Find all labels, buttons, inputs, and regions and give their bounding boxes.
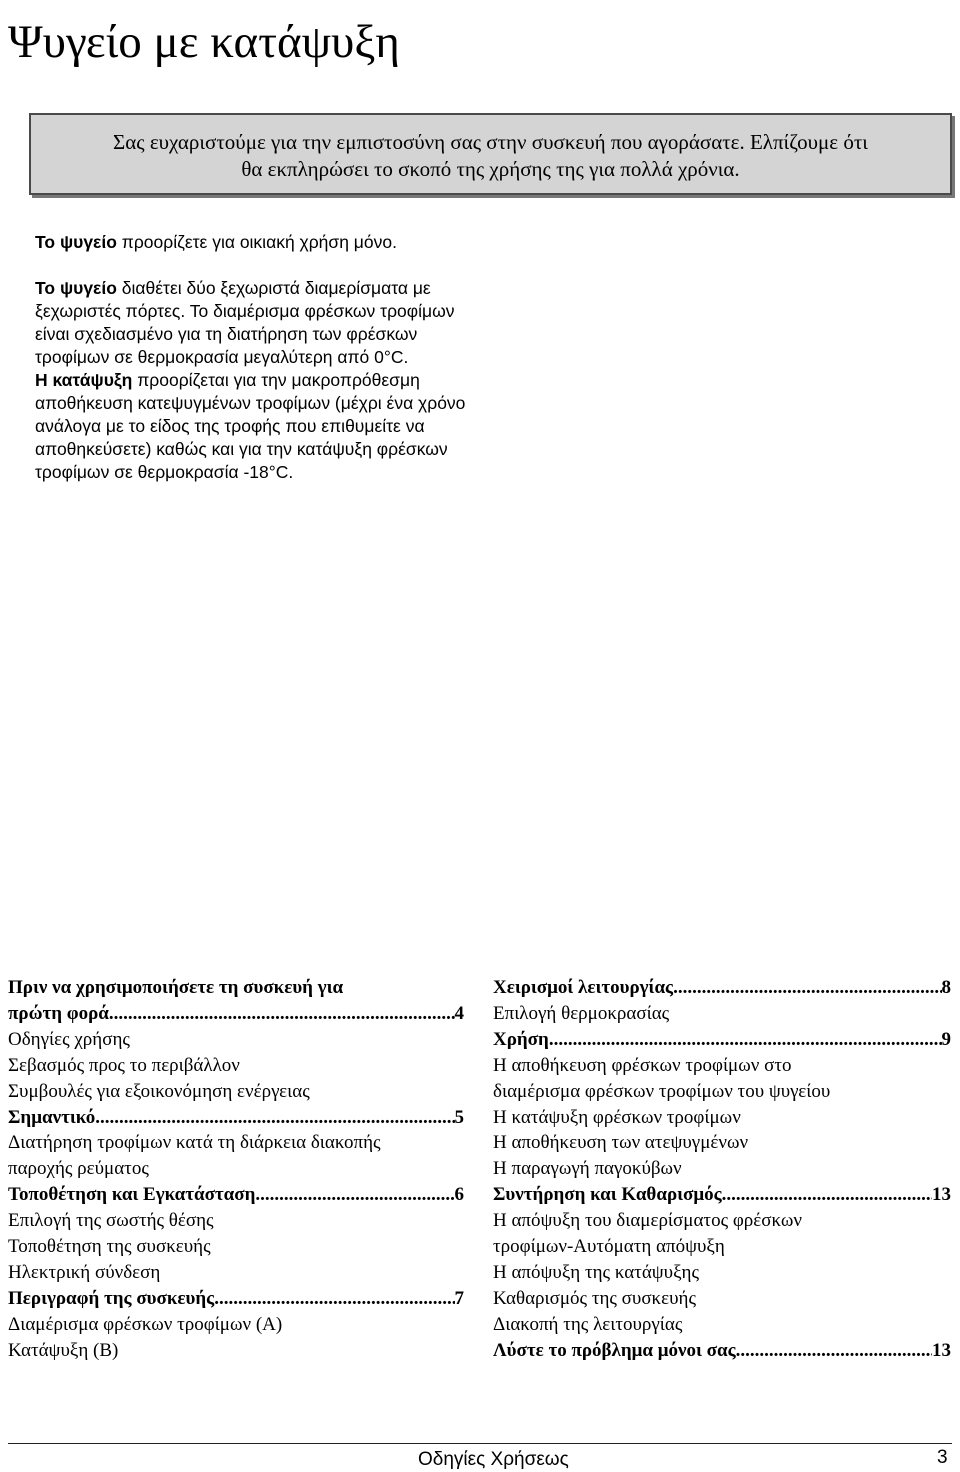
thank-you-banner	[29, 113, 952, 195]
toc-subitem: Επιλογή της σωστής θέσης	[8, 1210, 214, 1232]
page-title: Ψυγείο με κατάψυξη	[8, 16, 400, 68]
toc-page-number: 13	[932, 1339, 951, 1361]
toc-leader	[736, 1338, 932, 1364]
toc-entry[interactable]: Συντήρηση και Καθαρισμός ..... 13	[493, 1182, 951, 1208]
toc-entry[interactable]: Περιγραφή της συσκευής ..... 7	[8, 1286, 464, 1312]
intro-term: Το ψυγείο	[35, 232, 117, 252]
banner-line: θα εκπληρώσει το σκοπό της χρήσης της για πολλά χρόνια.	[241, 157, 740, 181]
intro-text	[35, 231, 485, 484]
toc-subitem: διαμέρισμα φρέσκων τροφίμων του ψυγείου	[493, 1080, 831, 1102]
toc-subitem: Ηλεκτρική σύνδεση	[8, 1261, 161, 1283]
toc-subitem: Καθαρισμός της συσκευής	[493, 1287, 696, 1309]
toc-subitem: Τοποθέτηση της συσκευής	[8, 1236, 211, 1258]
toc-subitem: Συμβουλές για εξοικονόμηση ενέργειας	[8, 1080, 310, 1102]
intro-term: Το ψυγείο	[35, 278, 117, 298]
toc-subitem: Διακοπή της λειτουργίας	[493, 1313, 683, 1335]
toc-subitem: παροχής ρεύματος	[8, 1158, 149, 1180]
toc-subitem: Οδηγίες χρήσης	[8, 1028, 130, 1050]
toc-subitem: Κατάψυξη (B)	[8, 1339, 119, 1361]
toc-subitem: Η αποθήκευση των ατεψυγμένων	[493, 1132, 749, 1154]
intro-term: Η κατάψυξη	[35, 370, 133, 390]
toc-subitem: Διαμέρισμα φρέσκων τροφίμων (A)	[8, 1313, 283, 1335]
toc-entry[interactable]: Χειρισμοί λειτουργίας ..... 8	[493, 975, 951, 1001]
toc-entry[interactable]: πρώτη φορά ..... 4	[8, 1001, 464, 1027]
toc-subitem: Η απόψυξη της κατάψυξης	[493, 1261, 700, 1283]
toc-subitem: Η παραγωγή παγοκύβων	[493, 1158, 682, 1180]
banner-line: Σας ευχαριστούμε για την εμπιστοσύνη σας στην συσκευή που αγοράσατε. Ελπίζουμε ότι	[113, 130, 868, 154]
toc-subitem: Σεβασμός προς το περιβάλλον	[8, 1054, 240, 1076]
toc-left-column	[8, 975, 464, 1364]
toc-entry[interactable]: Σημαντικό ..... 5	[8, 1105, 464, 1131]
toc-right-column	[493, 975, 951, 1364]
toc-entry[interactable]: Λύστε το πρόβλημα μόνοι σας ..... 13	[493, 1338, 951, 1364]
toc-heading: Πριν να χρησιμοποιήσετε τη συσκευή για	[8, 977, 344, 998]
toc-leader	[722, 1182, 932, 1208]
intro-paragraph: Η κατάψυξη προορίζεται για την μακροπρόθεσμη αποθήκευση κατεψυγμένων τροφίμων (μέχρι ένα χρόνο ανάλογα με το είδος της τροφής που επιθυμείτε να αποθηκεύσετε) καθώς και για την κατάψυξη φρέσκων τροφίμων σε θερμοκρασία -18°C.	[35, 370, 466, 482]
intro-paragraph: Το ψυγείο προορίζετε για οικιακή χρήση μόνο.	[35, 232, 397, 252]
toc-page-number: 8	[941, 977, 951, 998]
toc-leader	[214, 1286, 454, 1312]
toc-subitem: Διατήρηση τροφίμων κατά τη διάρκεια διακοπής	[8, 1132, 381, 1154]
intro-paragraph: Το ψυγείο διαθέτει δύο ξεχωριστά διαμερίσματα με ξεχωριστές πόρτες. Το διαμέρισμα φρέσκων τροφίμων είναι σχεδιασμένο για τη διατήρηση των φρέσκων τροφίμων σε θερμοκρασία μεγαλύτερη από 0°C.	[35, 278, 455, 367]
toc-subitem: Επιλογή θερμοκρασίας	[493, 1002, 670, 1024]
toc-leader	[109, 1001, 455, 1027]
toc-page-number: 13	[932, 1184, 951, 1206]
page-number: 3	[937, 1447, 948, 1468]
toc-subitem: Η κατάψυξη φρέσκων τροφίμων	[493, 1106, 741, 1128]
toc-page-number: 7	[454, 1287, 464, 1309]
toc-subitem: τροφίμων-Αυτόματη απόψυξη	[493, 1236, 725, 1258]
footer-title: Οδηγίες Χρήσεως	[418, 1449, 569, 1470]
toc-entry[interactable]: Τοποθέτηση και Εγκατάσταση ..... 6	[8, 1182, 464, 1208]
toc-leader	[673, 975, 941, 1001]
toc-leader	[255, 1182, 454, 1208]
footer-divider	[8, 1443, 952, 1444]
toc-page-number: 4	[454, 1002, 464, 1024]
toc-entry[interactable]: Χρήση ..... 9	[493, 1027, 951, 1053]
toc-page-number: 9	[941, 1028, 951, 1050]
toc-page-number: 5	[454, 1106, 464, 1128]
toc-subitem: Η αποθήκευση φρέσκων τροφίμων στο	[493, 1054, 792, 1076]
toc-leader	[549, 1027, 942, 1053]
toc-page-number: 6	[454, 1184, 464, 1206]
toc-leader	[95, 1105, 454, 1131]
toc-subitem: Η απόψυξη του διαμερίσματος φρέσκων	[493, 1210, 803, 1232]
